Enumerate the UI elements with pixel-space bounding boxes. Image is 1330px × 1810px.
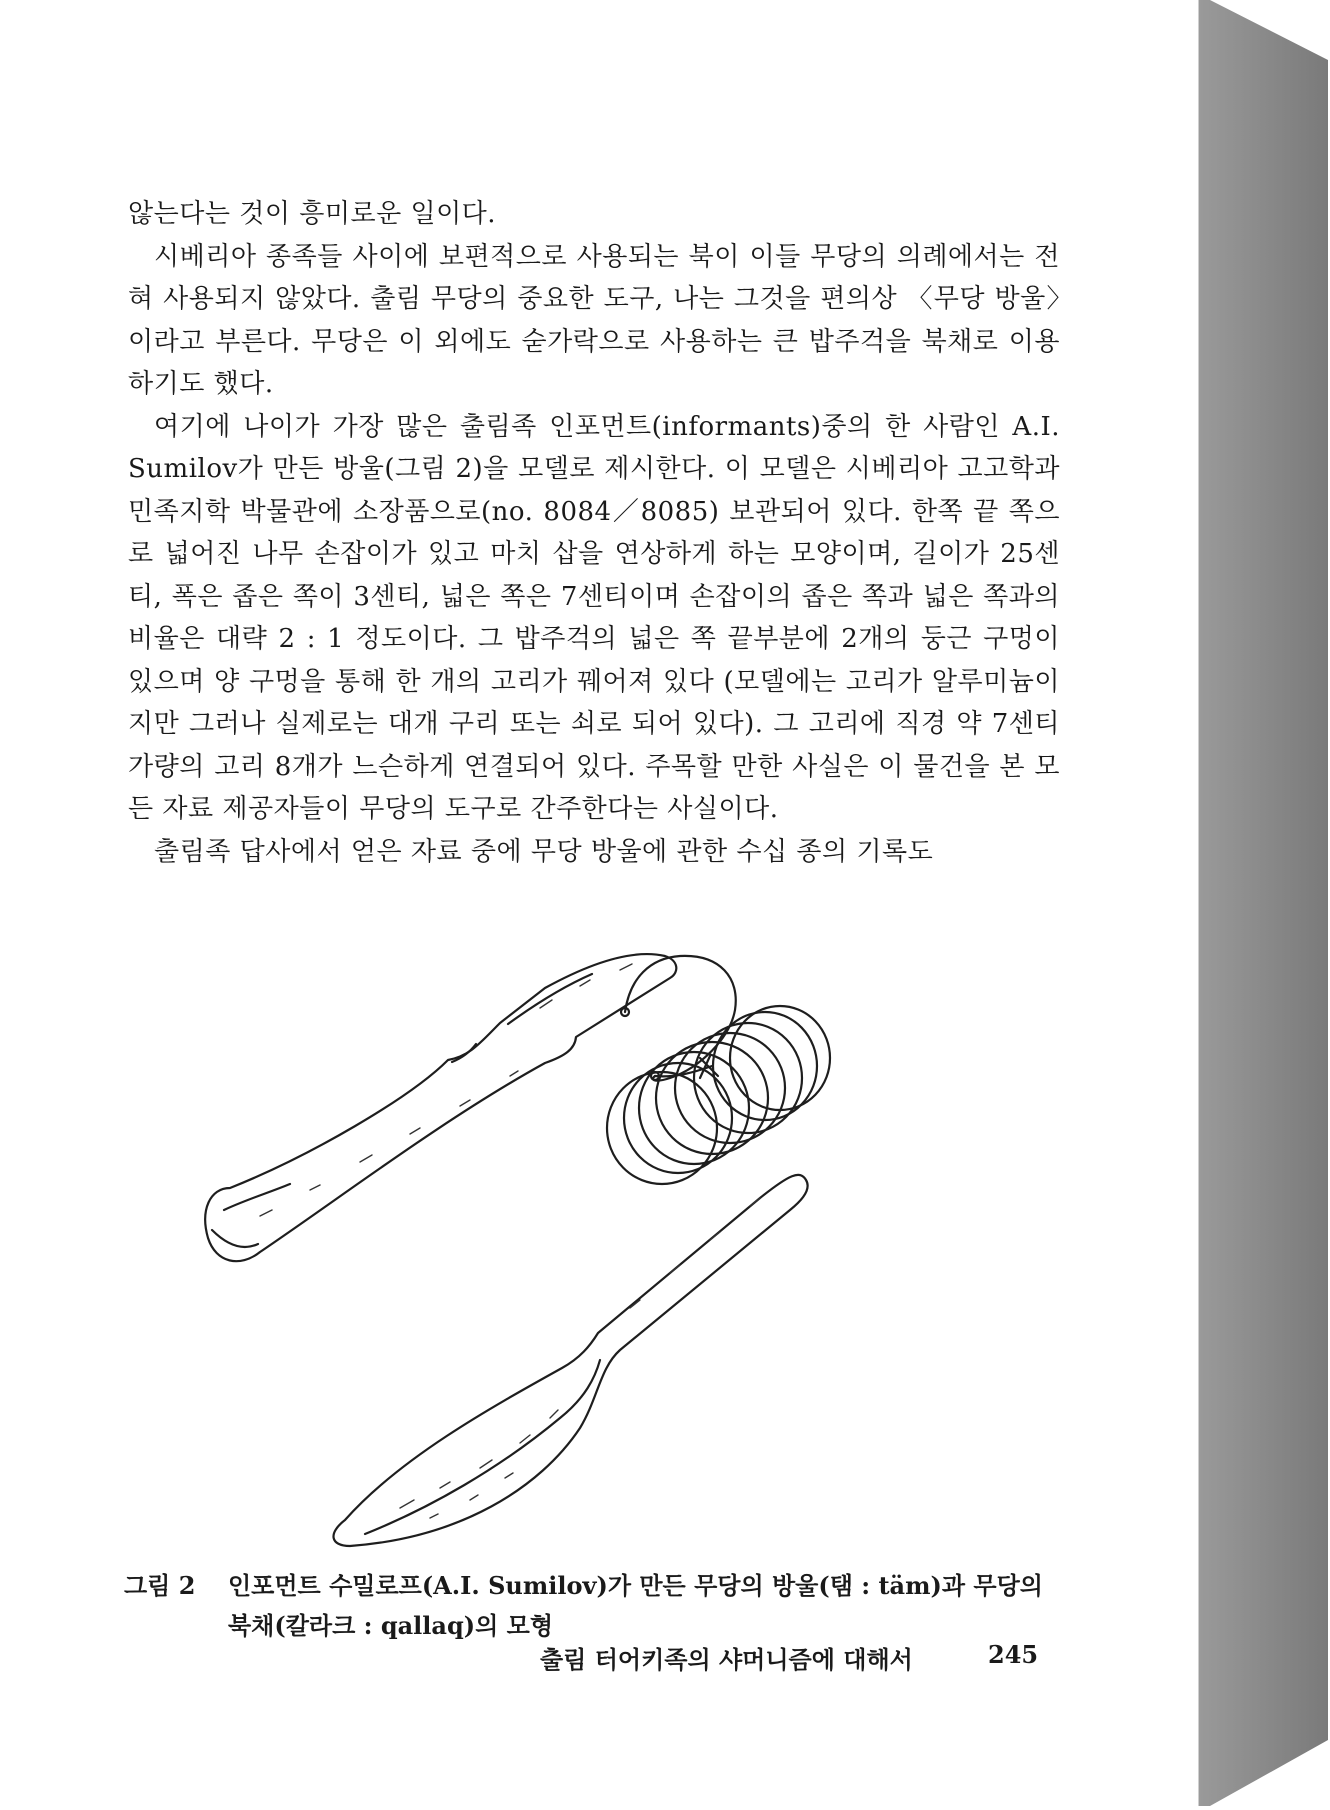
paragraph-2: 시베리아 종족들 사이에 보편적으로 사용되는 북이 이들 무당의 의례에서는 전혀 사용되지 않았다. 출림 무당의 중요한 도구, 나는 그것을 편의상 〈무당 방울〉이라고 부른다. 무당은 이 외에도 숟가락으로 사용하는 큰 밥주걱을 북채로 이용하기도 했다. <box>128 241 1060 399</box>
page-footer <box>540 1640 1040 1675</box>
paragraph-4: 출림족 답사에서 얻은 자료 중에 무당 방울에 관한 수십 종의 기록도 <box>154 836 934 867</box>
page-number: 245 <box>988 1640 1039 1669</box>
book-edge <box>1198 0 1330 1806</box>
book-edge-shape <box>1198 0 1330 1806</box>
caption-label: 그림 2 <box>124 1571 196 1600</box>
paragraph-1: 않는다는 것이 흥미로운 일이다. <box>128 199 497 229</box>
body-text <box>128 193 1060 873</box>
caption-text: 인포먼트 수밀로프(A.I. Sumilov)가 만든 무당의 방울(탬 : täm)과 무당의 북채(칼라크 : qallaq)의 모형 <box>228 1571 1043 1640</box>
running-title: 출림 터어키족의 샤머니즘에 대해서 <box>540 1645 913 1674</box>
figure-2 <box>200 948 980 1558</box>
rattle-and-drumstick-drawing-icon <box>200 948 980 1558</box>
paragraph-3: 여기에 나이가 가장 많은 출림족 인포먼트(informants)중의 한 사람인 A.I. Sumilov가 만든 방울(그림 2)을 모델로 제시한다. 이 모델은 시베리아 고고학과 민족지학 박물관에 소장품으로(no. 8084／8085) 보관되어 있다. 한쪽 끝 쪽으로 넓어진 나무 손잡이가 있고 마치 삽을 연상하게 하는 모양이며, 길이가 25센티, 폭은 좁은 쪽이 3센티, 넓은 쪽은 7센티이며 손잡이의 좁은 쪽과 넓은 쪽과의 비율은 대략 2 : 1 정도이다. 그 밥주걱의 넓은 쪽 끝부분에 2개의 둥근 구멍이 있으며 양 구멍을 통해 한 개의 고리가 꿰어져 있다 (모델에는 고리가 알루미늄이지만 그러나 실제로는 대개 구리 또는 쇠로 되어 있다). 그 고리에 직경 약 7센티 가량의 고리 8개가 느슨하게 연결되어 있다. 주목할 만한 사실은 이 물건을 본 모든 자료 제공자들이 무당의 도구로 간주한다는 사실이다. <box>128 411 1060 824</box>
